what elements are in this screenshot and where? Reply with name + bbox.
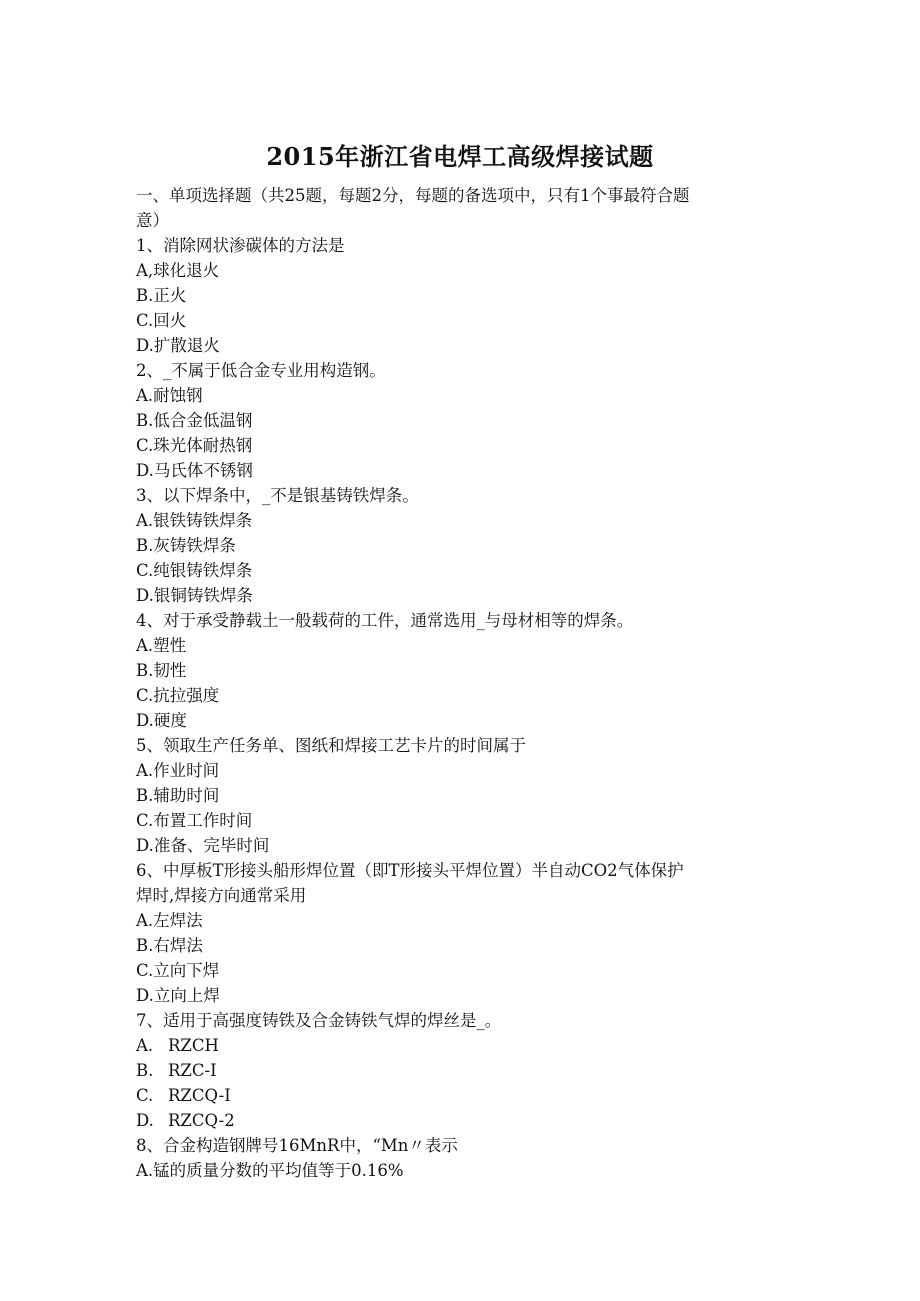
option-a: A.塑性 <box>136 636 187 655</box>
option-c <box>136 1083 786 1108</box>
question-stem: 6、中厚板T形接头船形焊位置（即T形接头平焊位置）半自动CO2气体保护 <box>136 861 684 880</box>
option-letter: A. <box>136 1036 154 1055</box>
option-text: RZCH <box>168 1036 219 1055</box>
option-a: A.作业时间 <box>136 761 220 780</box>
question-4 <box>136 608 786 733</box>
question-stem: 8、合金构造钢牌号16MnR中，“Mn〃表示 <box>136 1136 458 1155</box>
option-d: D.银铜铸铁焊条 <box>136 586 253 605</box>
option-text: RZCQ-I <box>168 1086 231 1105</box>
section-intro-line: 意） <box>136 211 169 230</box>
option-b: B.正火 <box>136 286 187 305</box>
option-c: C.珠光体耐热钢 <box>136 436 253 455</box>
option-c: C.布置工作时间 <box>136 811 253 830</box>
option-c: C.纯银铸铁焊条 <box>136 561 253 580</box>
option-c: C.立向下焊 <box>136 961 220 980</box>
question-stem-continued: 焊时,焊接方向通常采用 <box>136 886 307 905</box>
option-c: C.抗拉强度 <box>136 686 220 705</box>
option-a: A.左焊法 <box>136 911 203 930</box>
document-body <box>136 183 786 1183</box>
option-b: B.低合金低温钢 <box>136 411 253 430</box>
option-d: D.准备、完毕时间 <box>136 836 270 855</box>
question-1 <box>136 233 786 358</box>
question-6 <box>136 858 786 1008</box>
question-stem: 4、对于承受静载土一般载荷的工件，通常选用_与母材相等的焊条。 <box>136 611 634 630</box>
question-5 <box>136 733 786 858</box>
question-7 <box>136 1008 786 1133</box>
option-d: D.扩散退火 <box>136 336 220 355</box>
question-stem: 2、_不属于低合金专业用构造钢。 <box>136 361 386 380</box>
option-a: A.银铁铸铁焊条 <box>136 511 253 530</box>
option-b: B.韧性 <box>136 661 187 680</box>
option-b: B.辅助时间 <box>136 786 220 805</box>
option-text: RZCQ-2 <box>168 1111 235 1130</box>
option-a: A,球化退火 <box>136 261 220 280</box>
option-letter: C. <box>136 1086 154 1105</box>
question-2 <box>136 358 786 483</box>
section-intro <box>136 183 786 233</box>
question-8 <box>136 1133 786 1183</box>
option-d <box>136 1108 786 1133</box>
option-b <box>136 1058 786 1083</box>
question-stem: 3、以下焊条中，_不是银基铸铁焊条。 <box>136 486 419 505</box>
question-stem: 7、适用于高强度铸铁及合金铸铁气焊的焊丝是_。 <box>136 1011 502 1030</box>
question-stem: 5、领取生产任务单、图纸和焊接工艺卡片的时间属于 <box>136 736 526 755</box>
option-a <box>136 1033 786 1058</box>
option-c: C.回火 <box>136 311 187 330</box>
option-d: D.硬度 <box>136 711 187 730</box>
option-b: B.右焊法 <box>136 936 203 955</box>
option-letter: B. <box>136 1061 154 1080</box>
option-text: RZC-I <box>168 1061 217 1080</box>
option-d: D.立向上焊 <box>136 986 220 1005</box>
question-stem: 1、消除网状渗碳体的方法是 <box>136 236 345 255</box>
option-a: A.锰的质量分数的平均值等于0.16% <box>136 1161 404 1180</box>
page-title: 2015年浙江省电焊工高级焊接试题 <box>266 142 654 171</box>
option-a: A.耐蚀钢 <box>136 386 203 405</box>
option-d: D.马氏体不锈钢 <box>136 461 253 480</box>
option-b: B.灰铸铁焊条 <box>136 536 236 555</box>
option-letter: D. <box>136 1111 154 1130</box>
question-3 <box>136 483 786 608</box>
section-intro-line: 一、单项选择题（共25题，每题2分，每题的备选项中，只有1个事最符合题 <box>136 186 690 205</box>
